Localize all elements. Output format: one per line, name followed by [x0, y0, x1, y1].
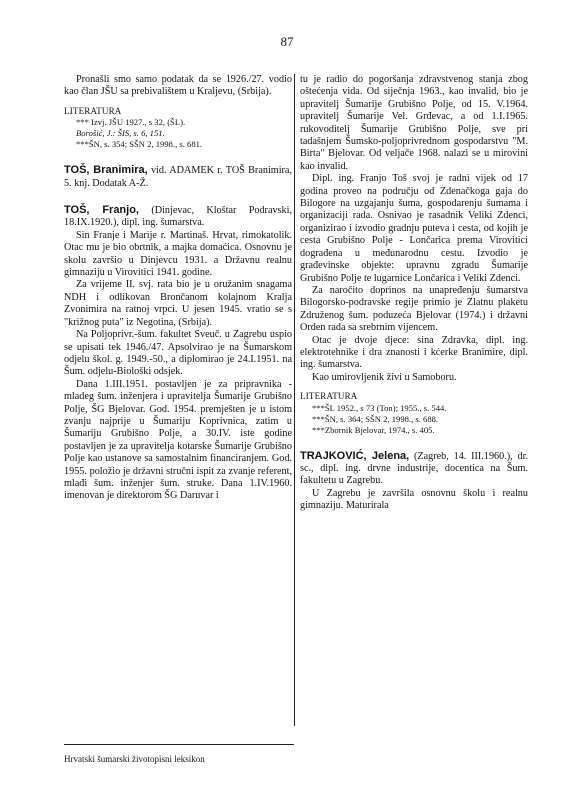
footer-rule — [64, 744, 294, 745]
column-divider — [294, 74, 295, 726]
literature-heading: LITERATURA — [64, 105, 122, 116]
paragraph: U Zagrebu je završila osnovnu školu i realnu gimnaziju. Maturirala — [300, 487, 528, 512]
literature-item: ***ŠL 1952., s 73 (Ton); 1955., s. 544. — [312, 402, 447, 413]
cross-reference-entry — [64, 164, 292, 190]
literature-item: ***Zbornik Bjelovar, 1974., s. 405. — [312, 424, 435, 435]
paragraph: Kao umirovljenik živi u Samoboru. — [312, 371, 457, 383]
entry-text: vid. ADAMEK r. TOŠ Branimira, 5. knj. Dodatak A-Ž. — [64, 165, 292, 189]
paragraph: Otac je dvoje djece: sina Zdravka, dipl. ing. elektrotehnike i dra znanosti i kćerke Branimire, dipl. ing. šumarstva. — [300, 334, 528, 371]
paragraph: Dana 1.III.1951. postavljen je za pripravnika - mladeg šum. inženjera i upravitelja Šumarije Grubišno Polje, ŠG Bjelovar. God. 1954. premješten je u istom zvanju najprije u Šumariju Koprivnica, zatim u Šumariju Grubišno Polje, a 30.IV. iste godine postavljen je za upravitelja kotarske Šumarije Grubišno Polje kao ustanove sa samostalnim financiranjem. God. 1955. položio je državni stručni ispit za zvanje referent, mlađi šum. inženjer šum. struke. Dana 1.IV.1960. imenovan je direktorom ŠG Daruvar i — [64, 378, 292, 502]
biography-entry-heading — [64, 204, 292, 230]
page-number: 87 — [280, 34, 294, 49]
entry-name: TRAJKOVIĆ, Jelena, — [300, 449, 410, 462]
footer-title: Hrvatski šumarski životopisni leksikon — [64, 754, 205, 764]
paragraph: Sin Franje i Marije r. Martinaš. Hrvat, rimokatolik. Otac mu je bio obrtnik, a majka domaćica. Osnovnu je skolu završio u Dinjevcu 1931. a Državnu realnu gimnaziju u Virovitici 1941. godine. — [64, 229, 292, 279]
entry-name: TOŠ, Branimira, — [64, 164, 148, 177]
left-column — [64, 74, 292, 503]
paragraph: tu je radio do pogoršanja zdravstvenog stanja zbog oštećenja vida. Od siječnja 1963., kao invalid, bio je upravitelj Šumarije Grubišno Polje, od 15. V.1964. upravitelj Šumarije Vel. Grđevac, a od 1.I.1965. rukovoditelj Šumarije Grubišno Polje, sve pri tadašnjem Šumsko-poljoprivrednom gospodarstvu "M. Birta" Bjelovar. Od veljače 1968. nalazi se u mirovini kao invalid. — [300, 74, 528, 172]
entry-name: TOŠ, Franjo, — [64, 204, 139, 217]
literature-item: ***ŠN, s. 354; SŠN 2, 1998., s. 681. — [76, 139, 203, 150]
paragraph: Za vrijeme II. svj. rata bio je u oružanim snagama NDH i odlikovan Brončanom kolajnom Kralja Zvonimira na ratnoj vrpci. U jesen 1945. vratio se s "križnog puta" iz Negotina, (Srbija). — [64, 279, 292, 328]
entry-text: (Zagreb, 14. III.1960.), dr. sc., dipl. ing. drvne industrije, docentica na Šum. fakultetu u Zagrebu. — [300, 450, 528, 487]
continued-text: Pronašli smo samo podatak da se 1926./27. vodio kao član JŠU sa prebivalištem u Kraljevu, (Srbija). — [64, 74, 292, 98]
literature-item: ***ŠN, s. 364; SŠN 2, 1998., s. 688. — [312, 413, 439, 424]
literature-item: *** Izvj. JŠU 1927., s 32, (ŠL). — [76, 117, 186, 128]
entry-text: (Dinjevac, Kloštar Podravski, 18.IX.1920.), dipl. ing. šumarstva. — [64, 205, 292, 229]
paragraph: Dipl. ing. Franjo Toš svoj je radni vijek od 17 godina proveo na području od Zdenačkoga gaja do Bilogore na uzgajanju šuma, gospodarenju šumama i organizaciji rada. Osnivao je rasadnik Veliki Zdenci, organizirao i izvodio gradnju puteva i cesta, od kojih je cesta Grubišno Polje - Lončarica prema Virovitici dograđena u međunarodnu cestu. Izvodio je građevinske objekte: upravnu zgradu Šumarije Grubišno Polje te lugarnice Lončarica i Veliki Zdenci. — [300, 173, 528, 284]
paragraph: Na Poljoprivr.-šum. fakultet Sveuč. u Zagrebu uspio se upisati tek 1946./47. Apsolvirao je na Šumarskom odjelu škol. g. 1949.-50., a diplomirao je 24.I.1951. na Šum. odjelu-Biološki odsjek. — [64, 329, 292, 378]
literature-item: Borošić, J.: ŠIS, s. 6, 151. — [76, 128, 165, 139]
literature-heading: LITERATURA — [300, 391, 358, 402]
paragraph: Za naročito doprinos na unapređenju šumarstva Bilogorsko-podravske regije primio je Zlatnu plaketu Združenog šum. poduzeća Bjelovar (1974.) i državni Orden rada sa srebrnim vijencem. — [300, 284, 528, 334]
right-column — [300, 74, 528, 513]
biography-entry-heading — [300, 450, 528, 488]
